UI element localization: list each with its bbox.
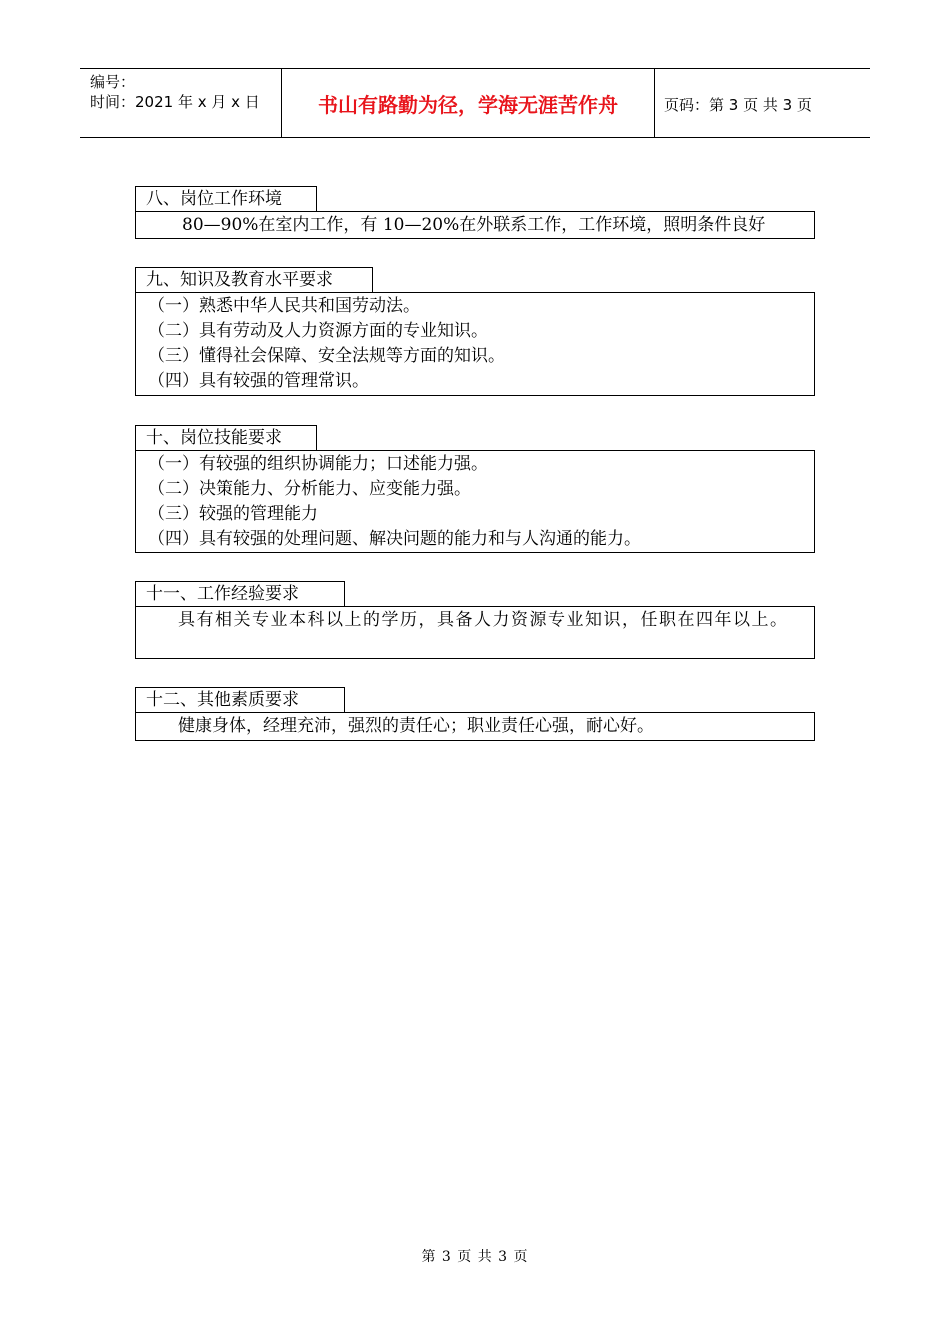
list-item: （三）懂得社会保障、安全法规等方面的知识。 (148, 346, 505, 366)
page-header (80, 68, 870, 138)
date-label: 时间：2021 年 x 月 x 日 (90, 93, 260, 111)
list-item: （一）有较强的组织协调能力；口述能力强。 (148, 454, 488, 474)
list-item: （二）决策能力、分析能力、应变能力强。 (148, 479, 471, 499)
section-body (135, 712, 815, 741)
page-footer: 第 3 页 共 3 页 (421, 1249, 529, 1265)
section-title: 十二、其他素质要求 (135, 687, 345, 712)
code-label: 编号： (90, 73, 136, 91)
section-title: 十、岗位技能要求 (135, 425, 317, 450)
header-motto: 书山有路勤为径，学海无涯苦作舟 (281, 69, 655, 137)
list-item: （四）具有较强的管理常识。 (148, 371, 369, 391)
section-body (135, 606, 815, 659)
section-title: 八、岗位工作环境 (135, 186, 317, 211)
section-text: 80—90%在室内工作，有 10—20%在外联系工作，工作环境，照明条件良好 (182, 215, 766, 235)
header-meta (80, 69, 281, 137)
section-body (135, 292, 815, 396)
list-item: （二）具有劳动及人力资源方面的专业知识。 (148, 321, 488, 341)
header-page-info: 页码：第 3 页 共 3 页 (664, 96, 812, 114)
list-item: （四）具有较强的处理问题、解决问题的能力和与人沟通的能力。 (148, 529, 641, 549)
section-title: 九、知识及教育水平要求 (135, 267, 373, 292)
section-body (135, 450, 815, 553)
section-text: 具有相关专业本科以上的学历，具备人力资源专业知识，任职在四年以上。 (178, 610, 789, 630)
list-item: （一）熟悉中华人民共和国劳动法。 (148, 296, 420, 316)
list-item: （三）较强的管理能力 (148, 504, 318, 524)
section-text: 健康身体，经理充沛，强烈的责任心；职业责任心强，耐心好。 (178, 716, 654, 736)
section-body (135, 211, 815, 239)
section-title: 十一、工作经验要求 (135, 581, 345, 606)
